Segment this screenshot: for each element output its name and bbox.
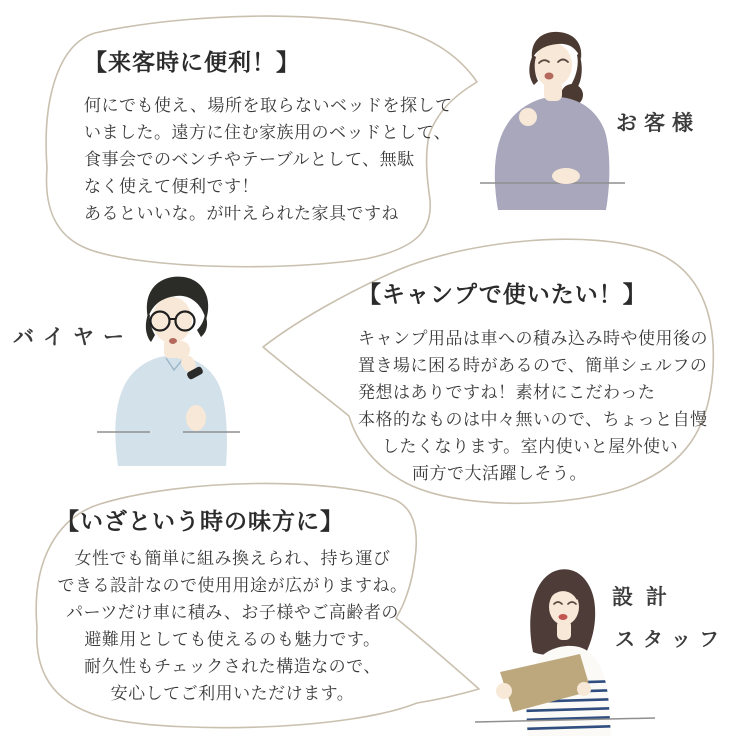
- buyer-hair-side-right: [197, 314, 207, 337]
- bubble-line: キャンプ用品は車への積み込み時や使用後の: [358, 329, 708, 349]
- bubble-line: 安心してご利用いただけます。: [110, 684, 355, 704]
- bubble-camp-title: 【キャンプで使いたい！】: [358, 282, 647, 308]
- buyer-torso: [115, 356, 227, 466]
- buyer-illustration: [90, 270, 310, 470]
- customer-hand-on-table: [552, 168, 580, 184]
- customer-label: お客様: [616, 111, 700, 135]
- customer-mouth: [545, 73, 554, 80]
- bubble-guest-title: 【来客時に便利！】: [84, 50, 300, 76]
- bubble-line: したくなります。室内使いと屋外使い: [382, 437, 679, 457]
- customer-torso: [495, 97, 610, 210]
- customer-hand-raised: [519, 108, 537, 126]
- bubble-line: 何にでも使え、場所を取らないベッドを探して: [84, 96, 453, 116]
- bubble-line: 食事会でのベンチやテーブルとして、無駄: [84, 150, 415, 170]
- bubble-line: 耐久性もチェックされた構造なので、: [84, 657, 381, 677]
- designer-lips: [559, 614, 568, 620]
- buyer-hand-on-table: [186, 405, 206, 431]
- designer-hand-right: [577, 682, 591, 696]
- bubble-emergency-title-wrap: [56, 503, 344, 536]
- bubble-guest: [84, 44, 453, 228]
- bubble-guest-body: [84, 93, 453, 228]
- bubble-camp: [358, 276, 708, 488]
- designer-hand-left: [496, 683, 512, 699]
- bubble-camp-body: [358, 326, 708, 488]
- bubble-line: 置き場に困る時があるので、簡単シェルフの: [358, 356, 708, 376]
- bubble-emergency-body: [35, 546, 430, 708]
- bubble-line: あるといいな。が叶えられた家具ですね: [84, 204, 399, 224]
- bubble-line: 女性でも簡単に組み換えられ、持ち運び: [74, 549, 391, 569]
- bubble-line: 両方で大活躍しそう。: [412, 464, 587, 484]
- bubble-line: いました。遠方に住む家族用のベッドとして、: [84, 123, 452, 143]
- customer-hair-side-right: [571, 53, 582, 91]
- buyer-label: バイヤー: [13, 325, 133, 349]
- bubble-line: できる設計なので使用用途が広がりますね。: [57, 576, 408, 596]
- bubble-line: 発想はありですね！素材にこだわった: [358, 383, 656, 403]
- designer-label-line1: 設計: [612, 585, 680, 609]
- bubble-emergency-title: 【いざという時の味方に】: [56, 509, 344, 535]
- designer-label-line2: スタッフ: [615, 627, 727, 651]
- bubble-line: 避難用としても使えるのも魅力です。: [84, 630, 381, 650]
- bubble-line: パーツだけ車に積み、お子様やご高齢者の: [66, 603, 399, 623]
- bubble-line: 本格的なものは中々無いので、ちょっと自慢: [358, 410, 708, 430]
- bubble-line: なく使えて便利です！: [84, 177, 259, 197]
